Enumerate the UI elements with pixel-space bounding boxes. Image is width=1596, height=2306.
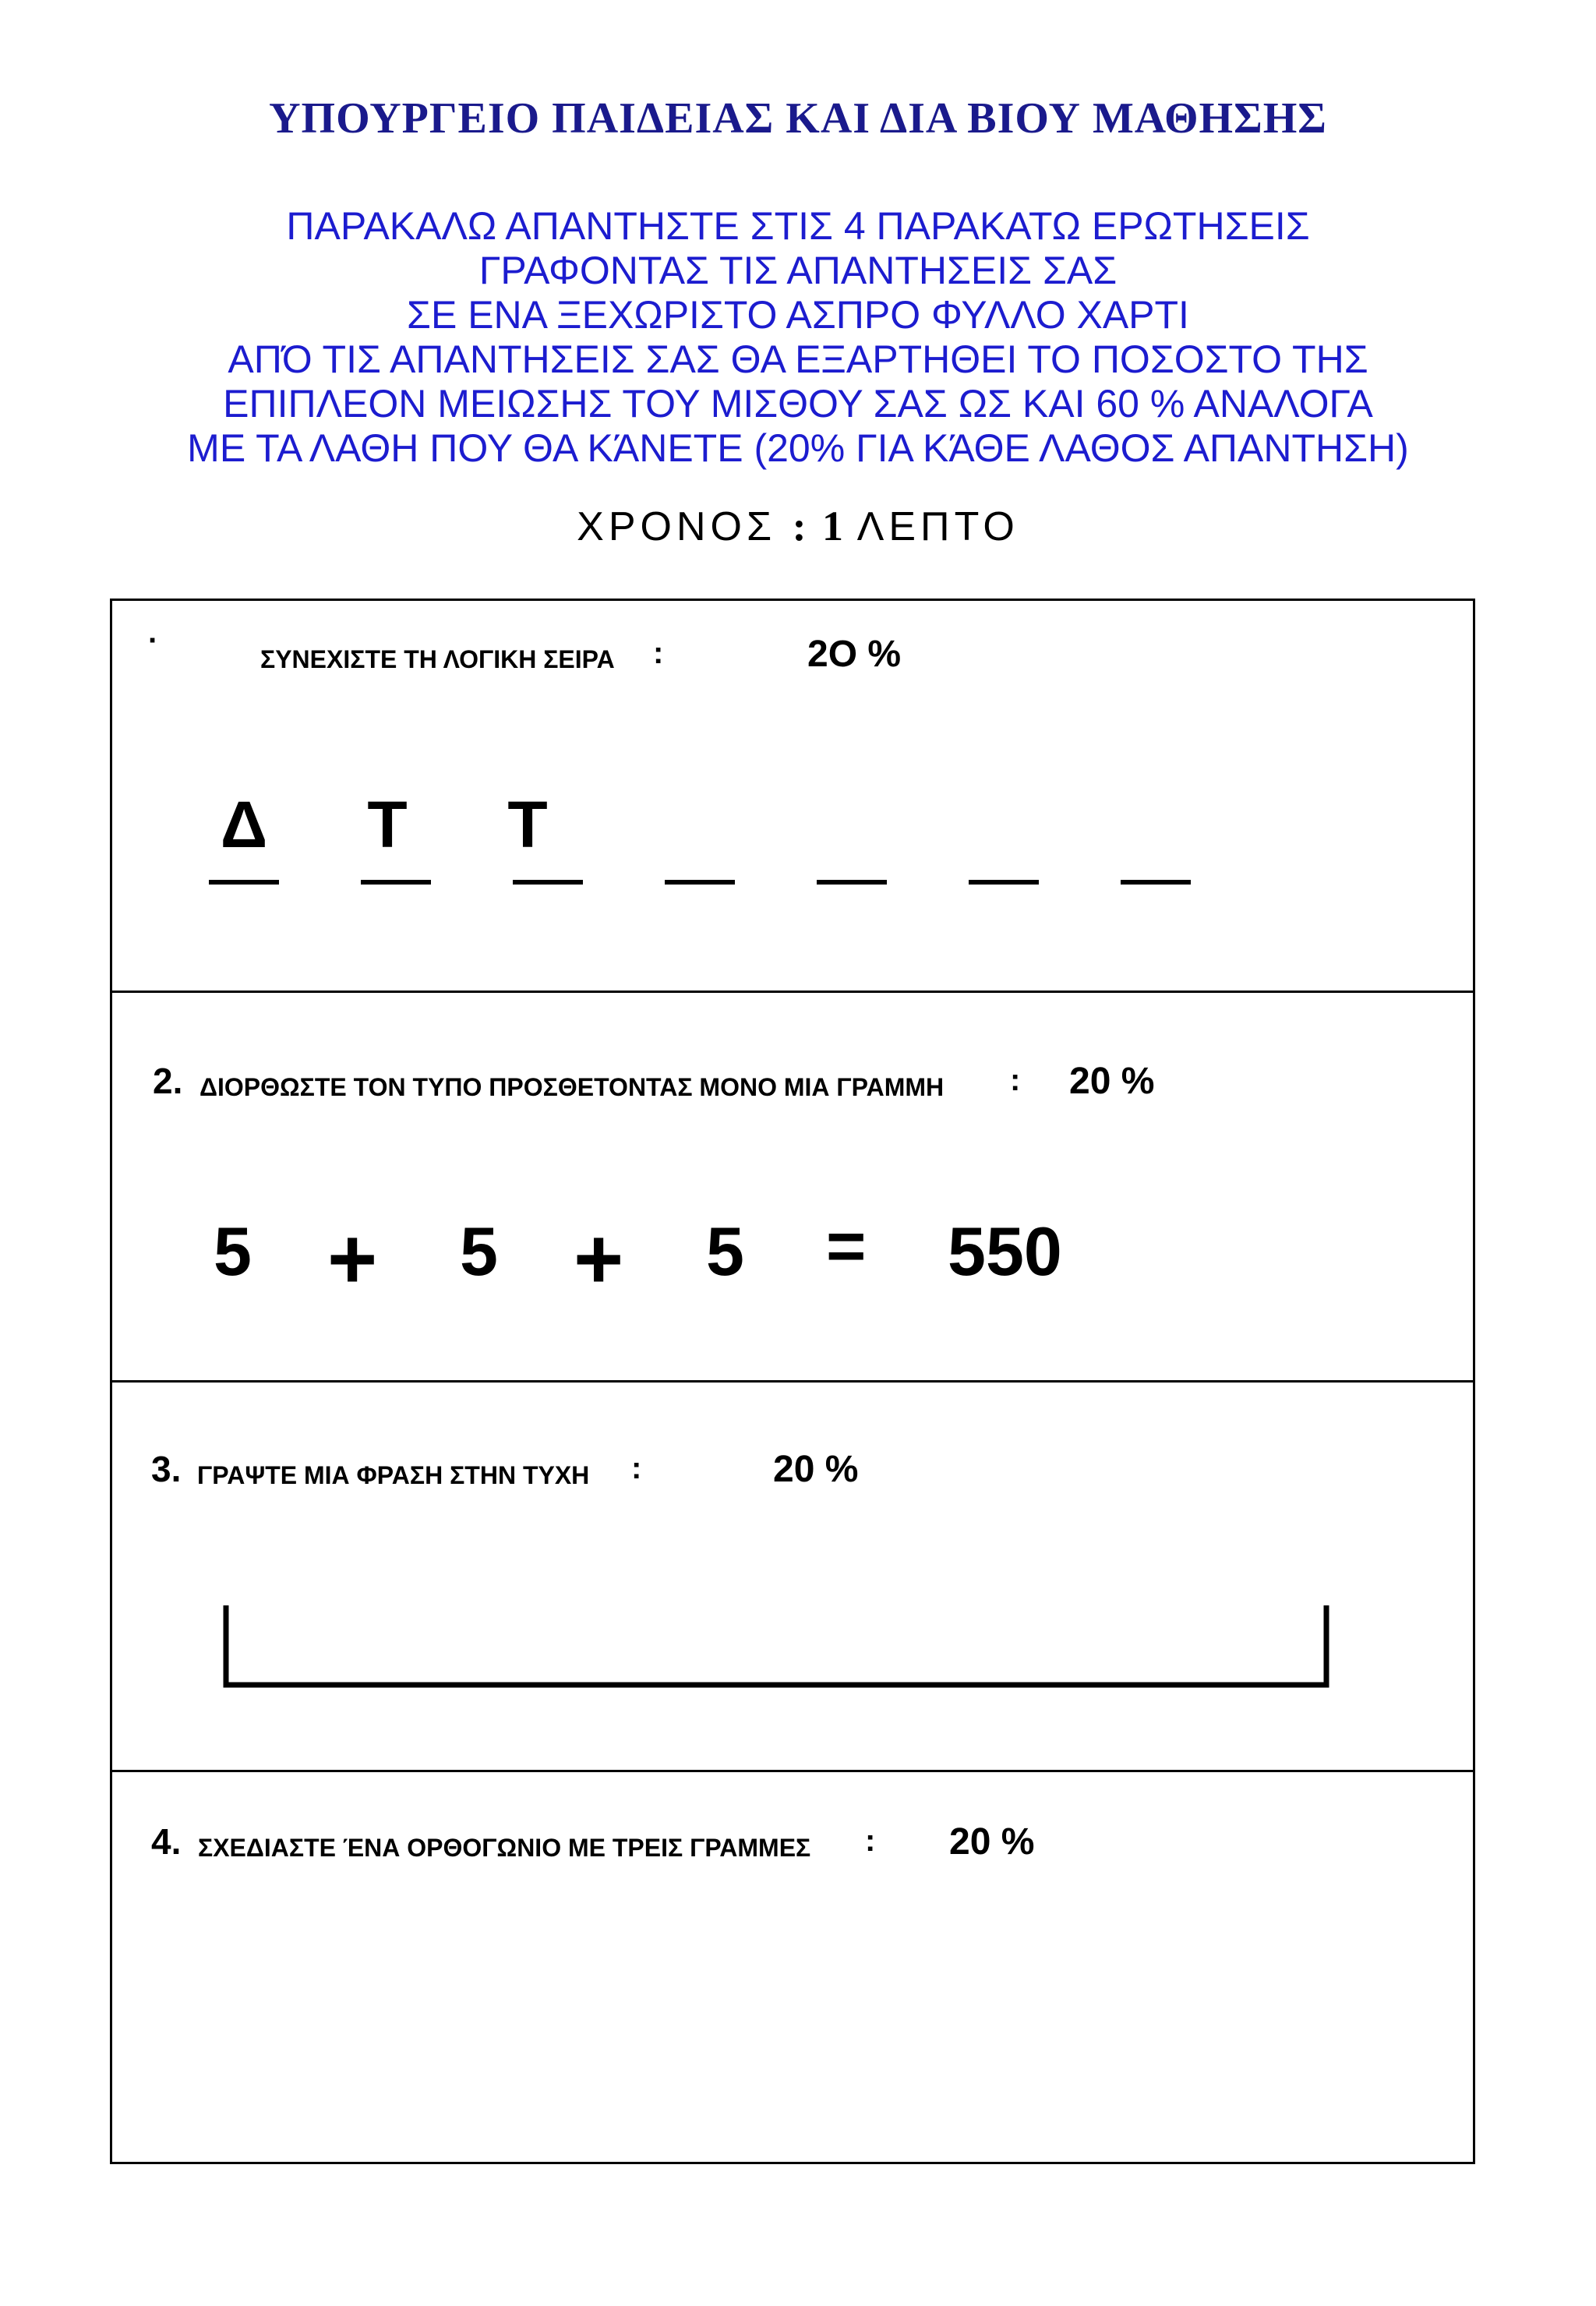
equation-result: 550 [948,1213,1062,1290]
sequence-blank [665,880,735,885]
sequence-letter: Τ [507,788,548,861]
sequence-blank [969,880,1039,885]
equation-equals: = [826,1207,867,1284]
question-1-percent: 2Ο % [807,634,902,675]
sequence-letter: Τ [367,788,408,861]
instruction-line: ΜΕ ΤΑ ΛΑΘΗ ΠΟΥ ΘΑ ΚΆΝΕΤΕ (20% ΓΙΑ ΚΆΘΕ ΛΑΘΟΣ ΑΠΑΝΤΗΣΗ) [187,426,1409,470]
question-3-box [110,1380,1475,1772]
ministry-title: ΥΠΟΥΡΓΕΙΟ ΠΑΙΔΕΙΑΣ ΚΑΙ ΔΙΑ ΒΙΟΥ ΜΑΘΗΣΗΣ [269,94,1327,143]
answer-bracket [223,1604,1329,1691]
time-label: ΧΡΟΝΟΣ [577,504,777,549]
time-limit [0,502,1596,550]
instruction-line: ΠΑΡΑΚΑΛΩ ΑΠΑΝΤΗΣΤΕ ΣΤΙΣ 4 ΠΑΡΑΚΑΤΩ ΕΡΩΤΗΣΕΙΣ [286,204,1310,248]
sequence-blank [209,880,279,885]
instructions [0,204,1596,471]
question-4-percent: 20 % [949,1821,1035,1863]
question-3-text: ΓΡΑΨΤΕ ΜΙΑ ΦΡΑΣΗ ΣΤΗΝ ΤΥΧΗ [197,1461,590,1489]
sequence-blank [513,880,583,885]
time-colon: : [792,503,807,549]
instruction-line: ΕΠΙΠΛΕΟΝ ΜΕΙΩΣΗΣ ΤΟΥ ΜΙΣΘΟΥ ΣΑΣ ΩΣ ΚΑΙ 60 % ΑΝΑΛΟΓΑ [223,382,1373,426]
time-value: 1 [822,503,844,549]
question-2-text: ΔΙΟΡΘΩΣΤΕ ΤΟΝ ΤΥΠΟ ΠΡΟΣΘΕΤΟΝΤΑΣ ΜΟΝΟ ΜΙΑ ΓΡΑΜΜΗ [200,1073,945,1101]
question-4-box [110,1770,1475,2164]
instruction-line: ΣΕ ΕΝΑ ΞΕΧΩΡΙΣΤΟ ΑΣΠΡΟ ΦΥΛΛΟ ΧΑΡΤΙ [407,293,1189,337]
time-unit: ΛΕΠΤΟ [856,504,1019,549]
question-4-number: 4. [151,1821,182,1862]
question-3-colon: : [631,1451,642,1485]
question-2-colon: : [1010,1063,1021,1097]
question-2-box [110,991,1475,1383]
sequence-blank [817,880,887,885]
answer-bracket-line [226,1605,1326,1685]
equation-plus: + [327,1211,378,1307]
sequence-blank [361,880,431,885]
question-3-number: 3. [151,1449,182,1489]
question-1-text: ΣΥΝΕΧΙΣΤΕ ΤΗ ΛΟΓΙΚΗ ΣΕΙΡΑ [260,645,615,673]
question-4-colon: : [865,1824,876,1858]
equation-number: 5 [706,1213,744,1290]
sequence-letter: Δ [220,788,268,861]
question-1-colon: : [653,636,664,670]
equation-plus: + [574,1211,624,1307]
instruction-line: ΑΠΌ ΤΙΣ ΑΠΑΝΤΗΣΕΙΣ ΣΑΣ ΘΑ ΕΞΑΡΤΗΘΕΙ ΤΟ ΠΟΣΟΣΤΟ ΤΗΣ [228,337,1368,381]
question-2-percent: 20 % [1069,1061,1155,1102]
sequence-blank [1121,880,1191,885]
equation-number: 5 [214,1213,252,1290]
instruction-line: ΓΡΑΦΟΝΤΑΣ ΤΙΣ ΑΠΑΝΤΗΣΕΙΣ ΣΑΣ [478,249,1118,292]
question-1-bullet: · [148,623,159,658]
question-2-number: 2. [153,1061,183,1101]
question-3-percent: 20 % [773,1449,859,1490]
question-4-text: ΣΧΕΔΙΑΣΤΕ ΈΝΑ ΟΡΘΟΓΩΝΙΟ ΜΕ ΤΡΕΙΣ ΓΡΑΜΜΕΣ [198,1834,811,1862]
equation-number: 5 [460,1213,498,1290]
